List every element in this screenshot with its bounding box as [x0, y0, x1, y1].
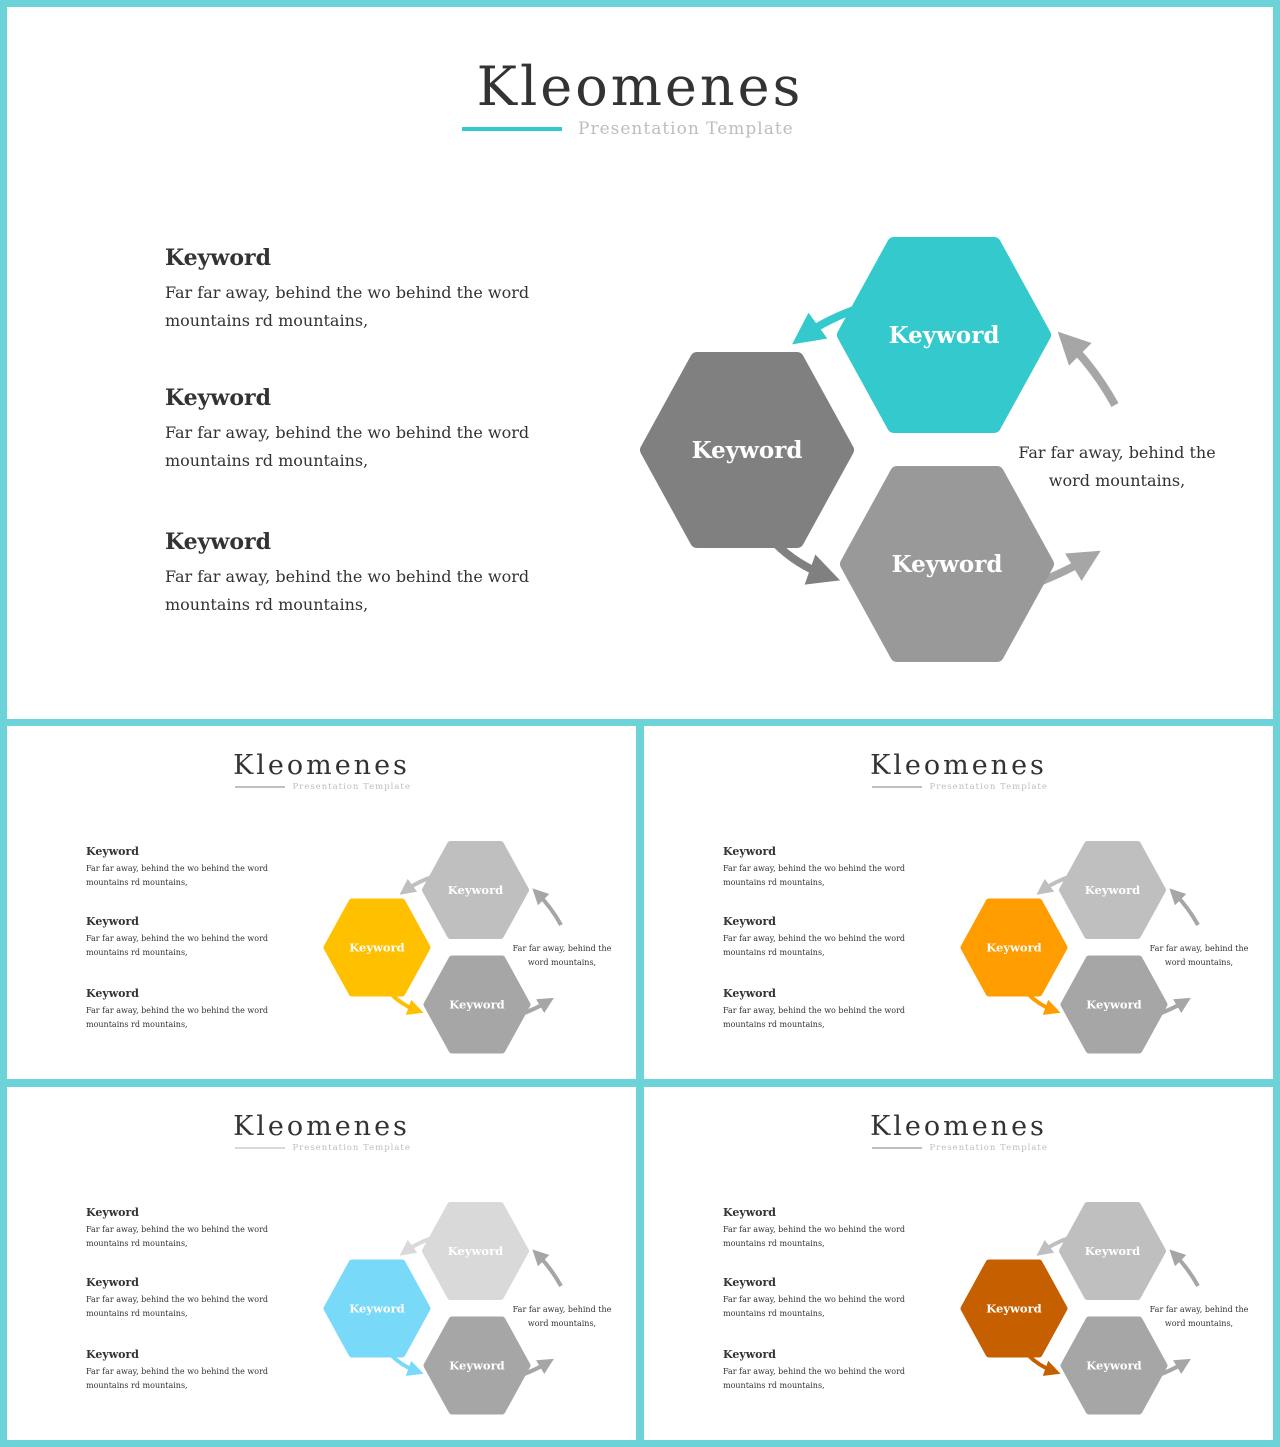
keyword-description: Far far away, behind the wo behind the word — [86, 1295, 269, 1304]
slide-thumbnail-4 — [644, 1087, 1273, 1440]
keyword-description: Far far away, behind the wo behind the word — [86, 864, 269, 873]
keyword-heading: Keyword — [165, 529, 272, 555]
keyword-description: mountains rd mountains, — [723, 1309, 825, 1318]
keyword-description: mountains rd mountains, — [86, 1381, 188, 1390]
cycle-note-line: Far far away, behind the — [1149, 944, 1249, 953]
hexagon-left — [964, 902, 1064, 993]
keyword-heading: Keyword — [86, 1276, 140, 1289]
keyword-description: Far far away, behind the wo behind the word — [86, 1225, 269, 1234]
keyword-description: Far far away, behind the wo behind the word — [723, 1367, 906, 1376]
slide-thumbnail-2 — [644, 726, 1273, 1079]
slide-thumbnail-3 — [7, 1087, 636, 1440]
slide-title: Kleomenes — [870, 1111, 1047, 1142]
keyword-description: mountains rd mountains, — [165, 595, 369, 614]
keyword-description: Far far away, behind the wo behind the word — [165, 567, 530, 586]
cycle-note-line: Far far away, behind the — [512, 1305, 612, 1314]
cycle-note-line: word mountains, — [1164, 1319, 1234, 1328]
keyword-description: Far far away, behind the wo behind the word — [86, 1367, 269, 1376]
arrow-up-to-top-icon — [1175, 894, 1198, 925]
keyword-heading: Keyword — [723, 987, 777, 1000]
hexagon-top — [1063, 845, 1163, 936]
hexagon-label: Keyword — [447, 883, 504, 897]
hexagon-label: Keyword — [349, 940, 405, 955]
hexagon-top — [1063, 1206, 1163, 1297]
hexagon-label: Keyword — [449, 997, 505, 1012]
keyword-description: Far far away, behind the wo behind the word — [86, 934, 269, 943]
hexagon-cycle-diagram — [7, 726, 636, 1079]
hexagon-label: Keyword — [1084, 1244, 1141, 1258]
arrow-up-to-top-icon — [1175, 1255, 1198, 1286]
keyword-description: Far far away, behind the wo behind the word — [165, 283, 530, 302]
hexagon-label: Keyword — [891, 551, 1003, 578]
slide-title: Kleomenes — [233, 1111, 410, 1142]
slide-subtitle: Presentation Template — [292, 1142, 411, 1153]
hexagon-left — [964, 1263, 1064, 1354]
keyword-description: mountains rd mountains, — [86, 1020, 188, 1029]
cycle-note-line: word mountains, — [527, 1319, 597, 1328]
keyword-description: mountains rd mountains, — [86, 878, 188, 887]
hexagon-label: Keyword — [691, 437, 803, 464]
cycle-note-line: Far far away, behind the — [1149, 1305, 1249, 1314]
hexagon-bottom — [427, 959, 527, 1050]
slide-title: Kleomenes — [476, 55, 804, 118]
cycle-note-line: Far far away, behind the — [512, 944, 612, 953]
keyword-heading: Keyword — [723, 845, 777, 858]
cycle-note-line: word mountains, — [527, 958, 597, 967]
keyword-description: mountains rd mountains, — [86, 1239, 188, 1248]
hexagon-label: Keyword — [986, 940, 1042, 955]
hexagon-label: Keyword — [447, 1244, 504, 1258]
slide-main — [7, 7, 1273, 719]
keyword-description: mountains rd mountains, — [723, 948, 825, 957]
hexagon-left — [327, 1263, 427, 1354]
hexagon-label: Keyword — [449, 1358, 505, 1373]
keyword-description: mountains rd mountains, — [165, 311, 369, 330]
hexagon-bottom — [1064, 959, 1164, 1050]
slide-title: Kleomenes — [233, 750, 410, 781]
arrow-up-to-top-icon — [1069, 343, 1115, 405]
arrow-up-to-top-icon — [538, 1255, 561, 1286]
keyword-description: Far far away, behind the wo behind the word — [86, 1006, 269, 1015]
hexagon-bottom — [847, 473, 1047, 655]
slide-subtitle: Presentation Template — [929, 781, 1048, 792]
keyword-description: Far far away, behind the wo behind the word — [723, 1006, 906, 1015]
keyword-heading: Keyword — [86, 1206, 140, 1219]
keyword-description: mountains rd mountains, — [86, 948, 188, 957]
hexagon-label: Keyword — [349, 1301, 405, 1316]
hexagon-label: Keyword — [1086, 997, 1142, 1012]
keyword-description: Far far away, behind the wo behind the word — [723, 934, 906, 943]
keyword-heading: Keyword — [723, 1348, 777, 1361]
hexagon-top — [426, 845, 526, 936]
keyword-heading: Keyword — [86, 987, 140, 1000]
slide-subtitle: Presentation Template — [292, 781, 411, 792]
keyword-description: Far far away, behind the wo behind the word — [165, 423, 530, 442]
slide-subtitle: Presentation Template — [929, 1142, 1048, 1153]
cycle-note-line: Far far away, behind the — [1018, 443, 1216, 462]
keyword-heading: Keyword — [723, 1276, 777, 1289]
keyword-description: Far far away, behind the wo behind the word — [723, 1225, 906, 1234]
keyword-heading: Keyword — [165, 245, 272, 271]
hexagon-label: Keyword — [986, 1301, 1042, 1316]
hexagon-bottom — [427, 1320, 527, 1411]
keyword-description: Far far away, behind the wo behind the word — [723, 864, 906, 873]
hexagon-bottom — [1064, 1320, 1164, 1411]
hexagon-label: Keyword — [888, 322, 1000, 349]
keyword-heading: Keyword — [86, 915, 140, 928]
keyword-description: mountains rd mountains, — [723, 1239, 825, 1248]
hexagon-cycle-diagram — [7, 1087, 636, 1440]
hexagon-top — [426, 1206, 526, 1297]
hexagon-cycle-diagram — [644, 726, 1273, 1079]
hexagon-label: Keyword — [1084, 883, 1141, 897]
keyword-description: mountains rd mountains, — [165, 451, 369, 470]
slide-title: Kleomenes — [870, 750, 1047, 781]
hexagon-cycle-diagram — [644, 1087, 1273, 1440]
hexagon-left — [647, 359, 847, 541]
keyword-heading: Keyword — [723, 1206, 777, 1219]
keyword-description: mountains rd mountains, — [723, 1020, 825, 1029]
arrow-up-to-top-icon — [538, 894, 561, 925]
hexagon-label: Keyword — [1086, 1358, 1142, 1373]
keyword-heading: Keyword — [723, 915, 777, 928]
keyword-description: mountains rd mountains, — [723, 878, 825, 887]
keyword-description: Far far away, behind the wo behind the word — [723, 1295, 906, 1304]
hexagon-cycle-diagram — [7, 7, 1273, 719]
cycle-note-line: word mountains, — [1048, 471, 1186, 490]
slide-subtitle: Presentation Template — [578, 119, 794, 139]
cycle-note-line: word mountains, — [1164, 958, 1234, 967]
keyword-heading: Keyword — [86, 845, 140, 858]
keyword-heading: Keyword — [165, 385, 272, 411]
slide-thumbnail-1 — [7, 726, 636, 1079]
keyword-description: mountains rd mountains, — [723, 1381, 825, 1390]
keyword-heading: Keyword — [86, 1348, 140, 1361]
keyword-description: mountains rd mountains, — [86, 1309, 188, 1318]
hexagon-top — [844, 244, 1044, 426]
hexagon-left — [327, 902, 427, 993]
